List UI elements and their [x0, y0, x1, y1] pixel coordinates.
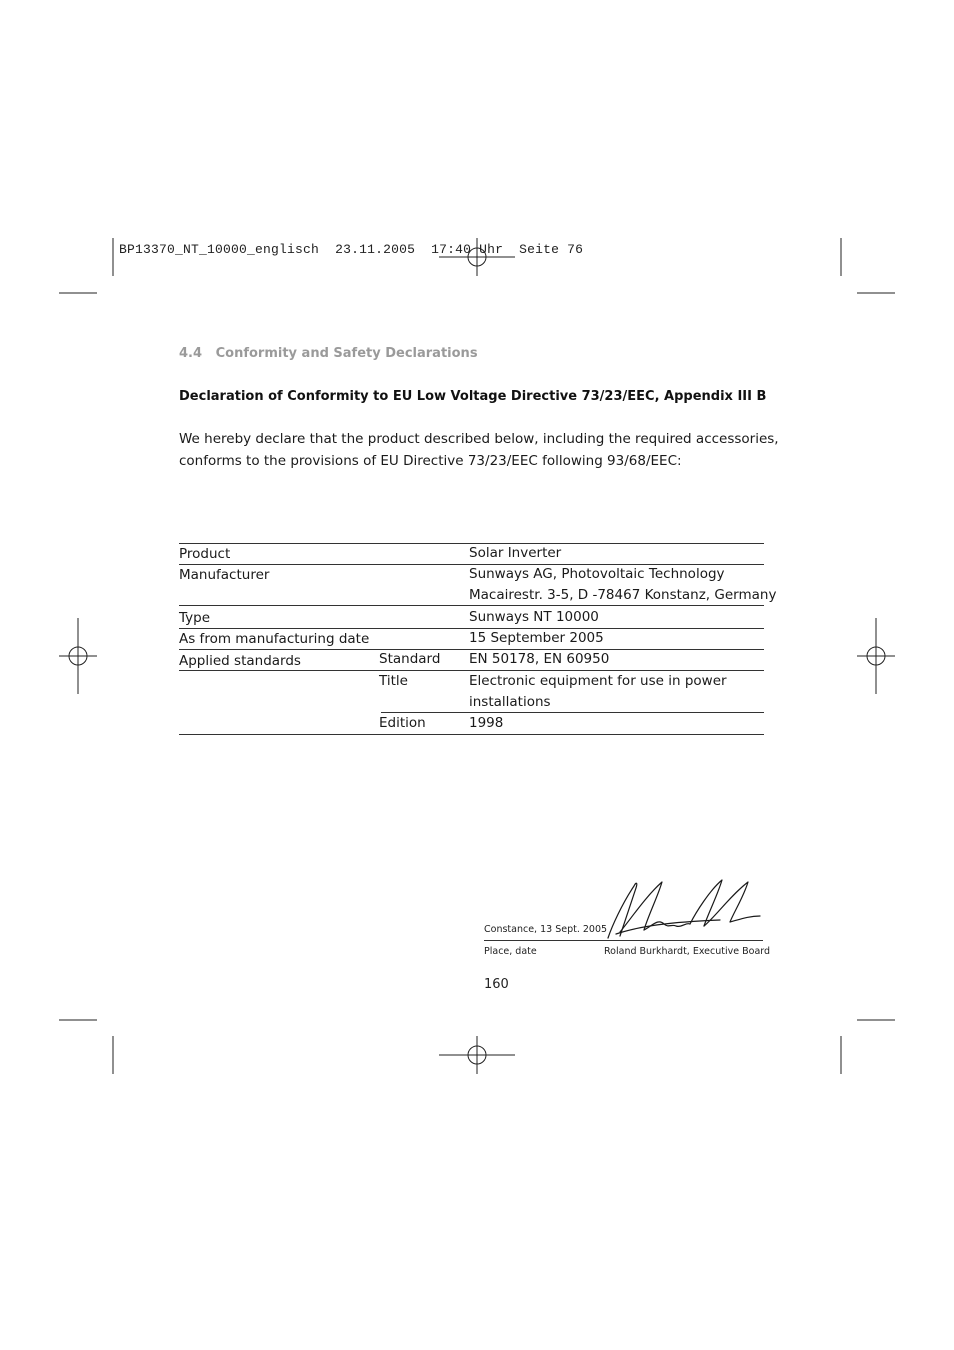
page-number: 160 [484, 977, 509, 992]
manufacturing-date-value: 15 September 2005 [469, 630, 604, 646]
manufacturing-date-label: As from manufacturing date [179, 631, 370, 647]
product-value: Solar Inverter [469, 545, 562, 561]
table-rule [179, 543, 764, 544]
table-rule [381, 712, 764, 713]
title-sublabel: Title [379, 673, 408, 689]
standard-sublabel: Standard [379, 651, 441, 667]
table-rule [179, 670, 764, 671]
handwritten-signature [600, 876, 765, 942]
signature-line [484, 940, 763, 941]
table-rule [179, 605, 764, 606]
standard-value: EN 50178, EN 60950 [469, 651, 610, 667]
table-rule [179, 564, 764, 565]
section-number: 4.4 [179, 346, 203, 361]
slug-date: 23.11.2005 [335, 242, 416, 257]
slug-page: Seite 76 [519, 242, 584, 257]
declaration-intro [179, 428, 779, 472]
manufacturer-value-line-1: Sunways AG, Photovoltaic Technology [469, 566, 725, 582]
table-rule [179, 734, 764, 735]
product-label: Product [179, 546, 231, 562]
place-date-value: Constance, 13 Sept. 2005 [484, 924, 608, 935]
section-title: Conformity and Safety Declarations [215, 346, 478, 361]
declaration-title: Declaration of Conformity to EU Low Voltage Directive 73/23/EEC, Appendix III B [179, 389, 767, 404]
edition-value: 1998 [469, 715, 504, 731]
print-slug [119, 242, 583, 257]
intro-line-1: We hereby declare that the product described below, including the required accessories, [179, 431, 779, 447]
manufacturer-label: Manufacturer [179, 567, 270, 583]
signer-name: Roland Burkhardt, Executive Board [604, 946, 771, 957]
intro-line-2: conforms to the provisions of EU Directive 73/23/EEC following 93/68/EEC: [179, 453, 682, 469]
title-value-line-1: Electronic equipment for use in power [469, 673, 727, 689]
type-label: Type [179, 610, 211, 626]
edition-sublabel: Edition [379, 715, 426, 731]
slug-file: BP13370_NT_10000_englisch [119, 242, 320, 257]
table-rule [179, 628, 764, 629]
manufacturer-value-line-2: Macairestr. 3-5, D -78467 Konstanz, Germany [469, 587, 777, 603]
title-value-line-2: installations [469, 694, 551, 710]
slug-time: 17:40 Uhr [431, 242, 504, 257]
section-heading [179, 346, 478, 361]
table-rule [179, 649, 764, 650]
place-date-label: Place, date [484, 946, 537, 957]
applied-standards-label: Applied standards [179, 653, 301, 669]
type-value: Sunways NT 10000 [469, 609, 599, 625]
